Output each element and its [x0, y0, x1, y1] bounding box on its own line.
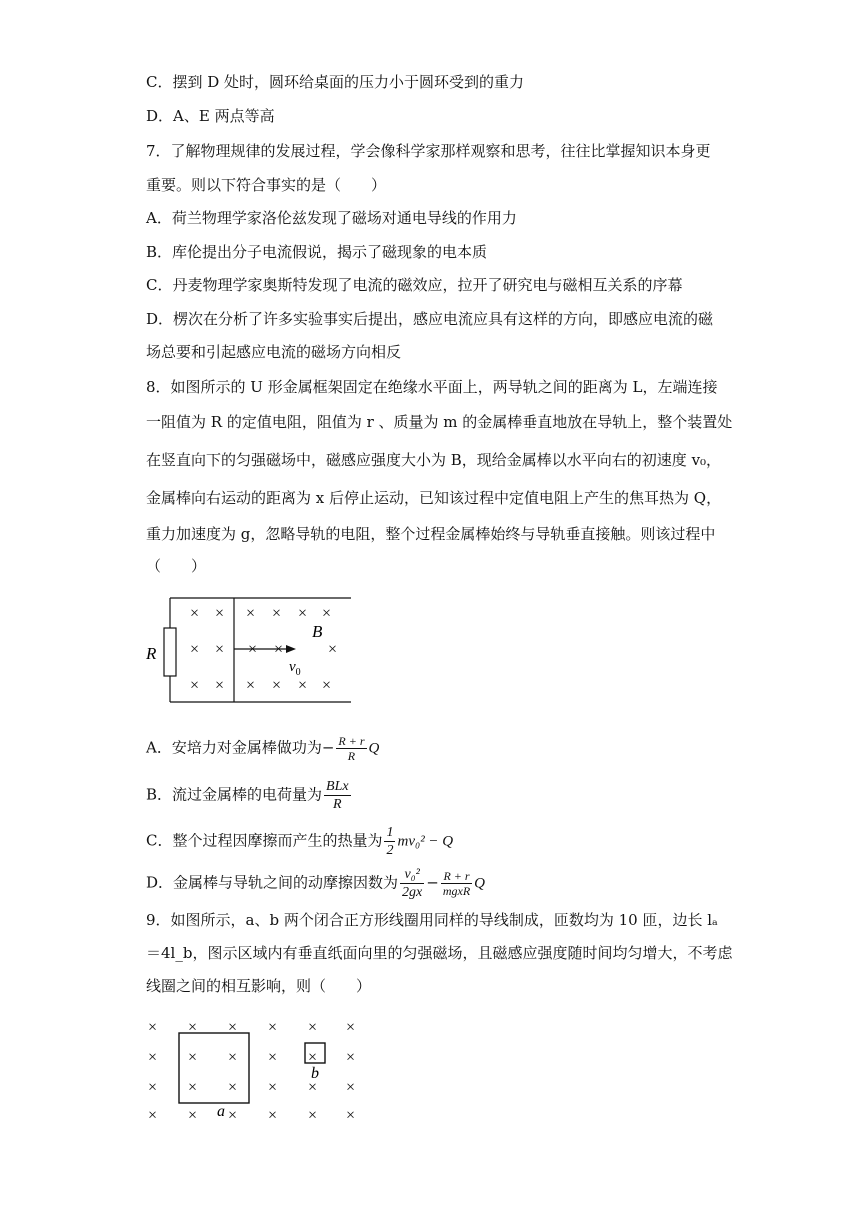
svg-text:×: × [190, 605, 200, 622]
q9-stem-line1: 9．如图所示，a、b 两个闭合正方形线圈用同样的导线制成，匝数均为 10 匝，边长 lₐ [146, 911, 718, 929]
svg-text:×: × [346, 1079, 356, 1096]
field-label: B [312, 622, 323, 641]
q9-stem-line2: ＝4l_b，图示区域内有垂直纸面向里的匀强磁场，且磁感应强度随时间均匀增大，不考虑 [146, 944, 733, 962]
svg-text:×: × [268, 1079, 278, 1096]
resistor [164, 628, 176, 676]
svg-text:×: × [228, 1107, 238, 1124]
svg-text:×: × [308, 1107, 318, 1124]
q8-stem-line2: 一阻值为 R 的定值电阻，阻值为 r 、质量为 m 的金属棒垂直地放在导轨上，整个装置处 [146, 413, 733, 431]
q7-option-c: C．丹麦物理学家奥斯特发现了电流的磁效应，拉开了研究电与磁相互关系的序幕 [146, 276, 683, 294]
q8-stem-line1: 8．如图所示的 U 形金属框架固定在绝缘水平面上，两导轨之间的距离为 L，左端连接 [146, 378, 718, 396]
svg-text:×: × [148, 1019, 158, 1036]
q7-option-a: A．荷兰物理学家洛伦兹发现了磁场对通电导线的作用力 [146, 209, 517, 227]
svg-text:×: × [215, 641, 225, 658]
svg-text:×: × [148, 1079, 158, 1096]
q8-option-c: C．整个过程因摩擦而产生的热量为 $\frac{1}{2}$ mv₀² − Q [146, 825, 454, 858]
coil-b-label: b [311, 1065, 319, 1082]
svg-text:×: × [268, 1019, 278, 1036]
svg-text:×: × [268, 1107, 278, 1124]
q7-stem-line2: 重要。则以下符合事实的是（ ） [146, 176, 387, 194]
svg-text:×: × [148, 1107, 158, 1124]
svg-text:×: × [298, 605, 308, 622]
q7-option-b: B．库伦提出分子电流假说，揭示了磁现象的电本质 [146, 243, 488, 261]
svg-text:×: × [346, 1019, 356, 1036]
svg-text:×: × [308, 1019, 318, 1036]
q6-option-d: D．A、E 两点等高 [146, 107, 275, 125]
svg-text:×: × [298, 677, 308, 694]
svg-text:×: × [272, 605, 282, 622]
q9-stem-line3: 线圈之间的相互影响，则（ ） [146, 977, 372, 995]
svg-text:×: × [308, 1049, 318, 1066]
svg-text:×: × [215, 677, 225, 694]
svg-text:×: × [308, 1079, 318, 1096]
svg-text:×: × [246, 677, 256, 694]
svg-text:×: × [190, 677, 200, 694]
svg-text:×: × [148, 1049, 158, 1066]
q8-option-a: A．安培力对金属棒做功为− $\frac{R + r}{R}$ Q [146, 734, 380, 763]
svg-text:×: × [328, 641, 338, 658]
q8-stem-line4: 金属棒向右运动的距离为 x 后停止运动，已知该过程中定值电阻上产生的焦耳热为 Q， [146, 489, 722, 507]
svg-text:×: × [228, 1079, 238, 1096]
q8-stem-line5: 重力加速度为 g，忽略导轨的电阻，整个过程金属棒始终与导轨垂直接触。则该过程中 [146, 525, 716, 543]
svg-text:×: × [268, 1049, 278, 1066]
q9-coil-figure [140, 1012, 380, 1124]
svg-text:×: × [215, 605, 225, 622]
q8-circuit-figure [140, 590, 360, 710]
q8-stem-line3: 在竖直向下的匀强磁场中，磁感应强度大小为 B，现给金属棒以水平向右的初速度 v₀， [146, 451, 722, 469]
q7-option-d-line2: 场总要和引起感应电流的磁场方向相反 [146, 343, 402, 361]
svg-text:×: × [322, 605, 332, 622]
resistor-label: R [146, 644, 157, 663]
svg-text:×: × [188, 1107, 198, 1124]
svg-text:×: × [272, 677, 282, 694]
q8-option-b: B．流过金属棒的电荷量为 $\frac{\text{BLx}}{R}$ [146, 779, 349, 812]
velocity-subscript: 0 [295, 667, 301, 678]
velocity-label: v [289, 659, 296, 675]
svg-text:×: × [274, 641, 284, 658]
q7-option-d-line1: D．楞次在分析了许多实验事实后提出，感应电流应具有这样的方向，即感应电流的磁 [146, 310, 714, 328]
svg-text:×: × [228, 1019, 238, 1036]
svg-text:×: × [248, 641, 258, 658]
svg-text:v0 [289, 659, 301, 678]
svg-text:×: × [188, 1049, 198, 1066]
svg-text:×: × [246, 605, 256, 622]
svg-text:×: × [228, 1049, 238, 1066]
q8-option-d: D．金属棒与导轨之间的动摩擦因数为 $\frac{\text{v₀²}}{2gx}$ − $\frac{R + r}{\text{mgxR}}$ Q [146, 867, 485, 900]
svg-text:×: × [190, 641, 200, 658]
q8-stem-line6: （ ） [146, 557, 207, 575]
coil-a-label: a [217, 1103, 225, 1120]
svg-text:×: × [188, 1079, 198, 1096]
svg-text:×: × [188, 1019, 198, 1036]
svg-text:×: × [322, 677, 332, 694]
svg-text:×: × [346, 1049, 356, 1066]
svg-text:×: × [346, 1107, 356, 1124]
q6-option-c: C．摆到 D 处时，圆环给桌面的压力小于圆环受到的重力 [146, 73, 525, 91]
q7-stem-line1: 7．了解物理规律的发展过程，学会像科学家那样观察和思考，往往比掌握知识本身更 [146, 142, 711, 160]
